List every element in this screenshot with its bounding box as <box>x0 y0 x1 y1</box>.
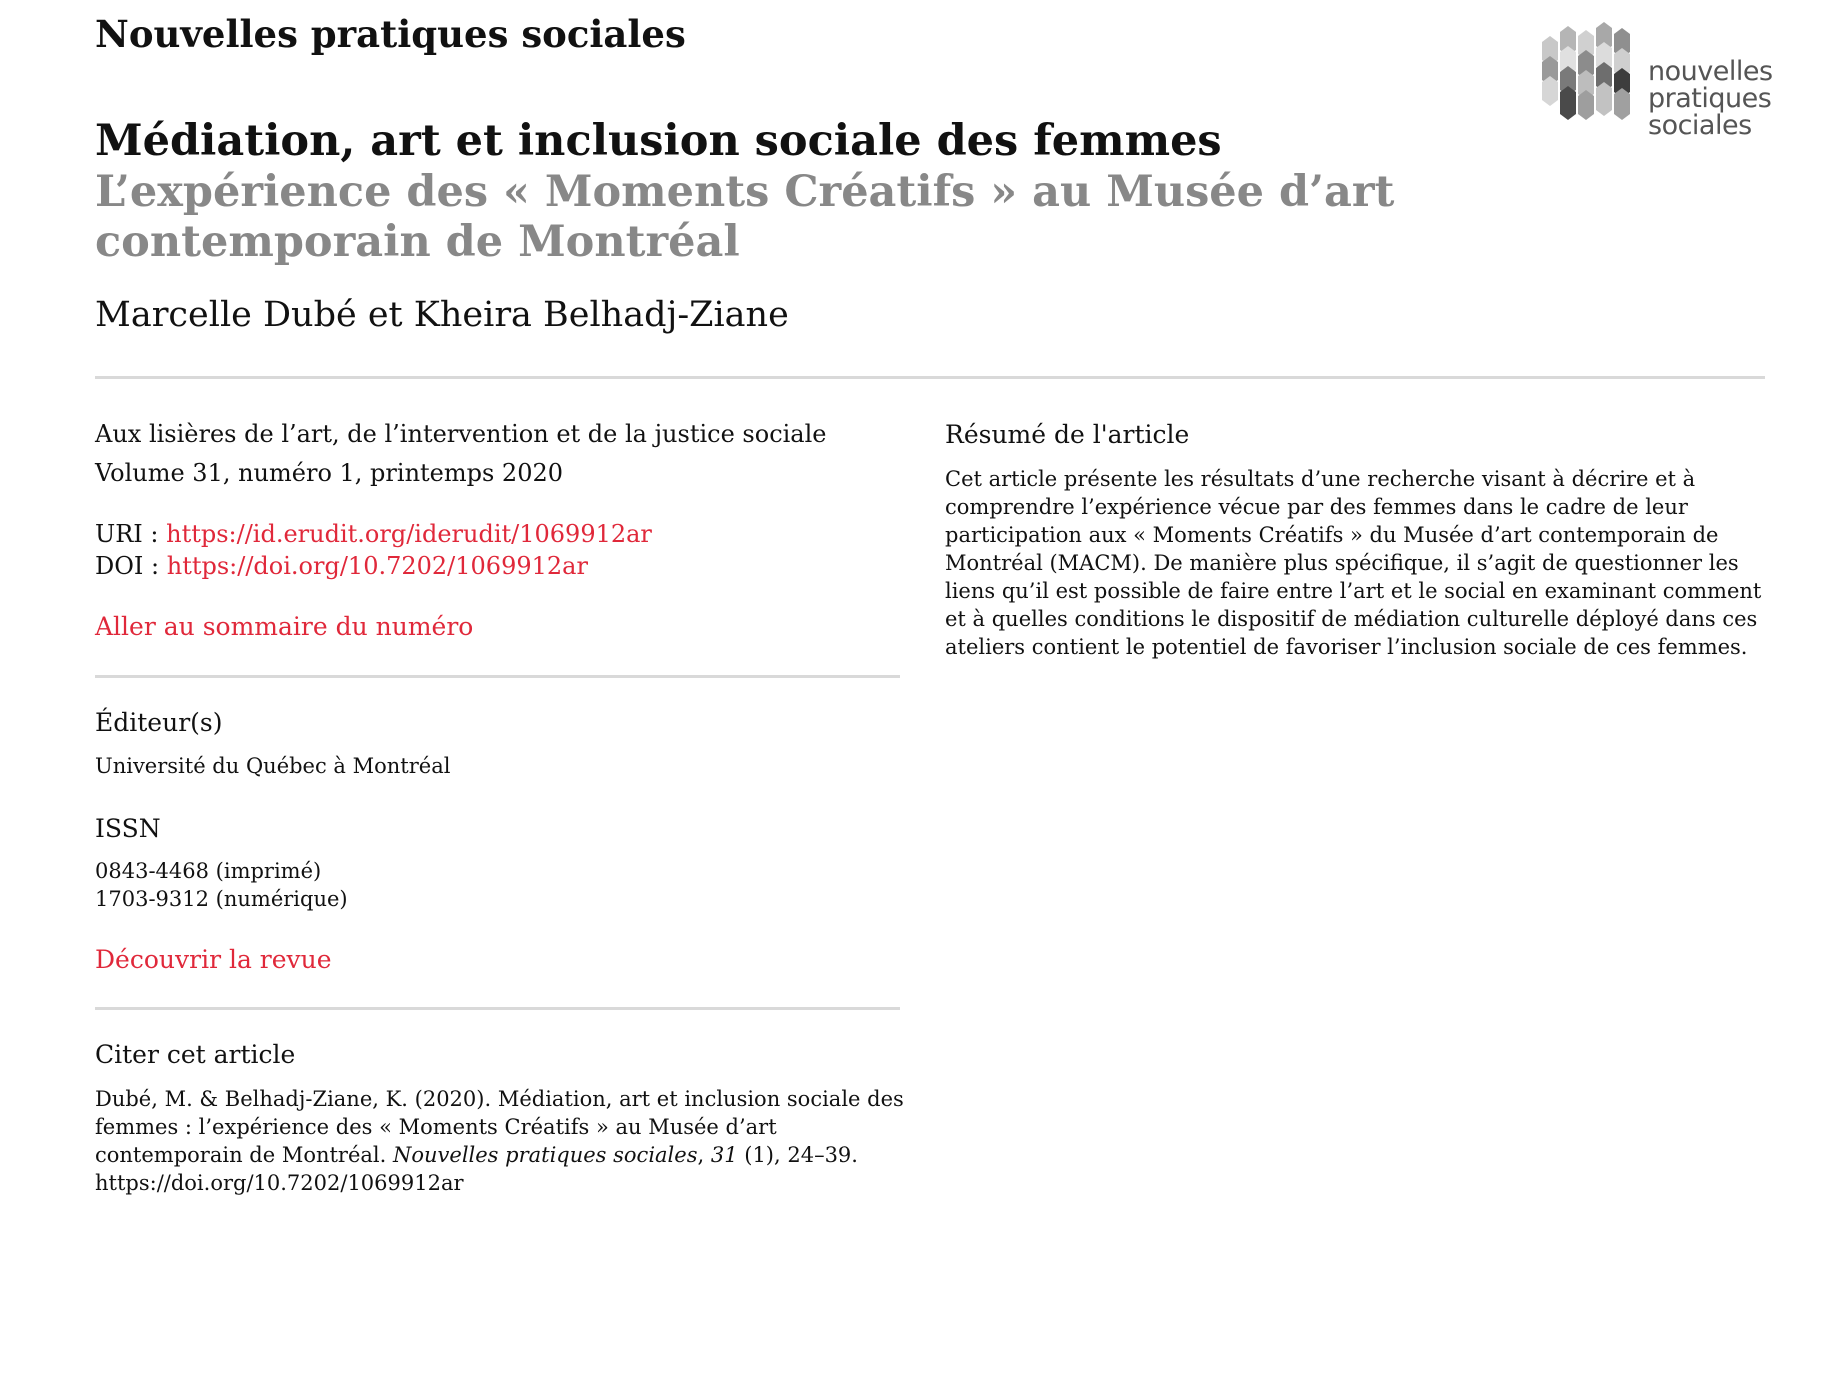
article-authors: Marcelle Dubé et Kheira Belhadj-Ziane <box>95 295 789 335</box>
uri-label: URI : <box>95 520 167 548</box>
citation-part: (1), 24–39. <box>737 1143 858 1167</box>
divider <box>95 376 1765 379</box>
divider <box>95 1007 900 1010</box>
issn-online: 1703-9312 (numérique) <box>95 887 348 911</box>
citation-doi: https://doi.org/10.7202/1069912ar <box>95 1171 464 1195</box>
doi-row <box>95 552 588 580</box>
issue-volume: Volume 31, numéro 1, printemps 2020 <box>95 459 564 487</box>
uri-row <box>95 520 652 548</box>
citation-text <box>95 1085 905 1197</box>
abstract-heading: Résumé de l'article <box>945 420 1190 449</box>
logo-line: sociales <box>1648 110 1752 141</box>
logo-line: nouvelles <box>1648 56 1773 87</box>
doi-link[interactable]: https://doi.org/10.7202/1069912ar <box>166 552 588 580</box>
logo-text <box>1648 58 1773 139</box>
issue-theme: Aux lisières de l’art, de l’intervention et de la justice sociale <box>95 420 827 448</box>
publisher-heading: Éditeur(s) <box>95 708 223 737</box>
discover-journal-link[interactable]: Découvrir la revue <box>95 945 332 974</box>
issn-print: 0843-4468 (imprimé) <box>95 859 322 883</box>
article-cover-page <box>95 0 1775 1382</box>
article-subtitle: L’expérience des « Moments Créatifs » au Musée d’art contemporain de Montréal <box>95 167 1395 267</box>
doi-label: DOI : <box>95 552 167 580</box>
article-title: Médiation, art et inclusion sociale des femmes <box>95 116 1222 166</box>
journal-logo[interactable] <box>1540 16 1780 146</box>
citation-part: Dubé, M. & Belhadj-Ziane, K. (2020). Médiation, art et inclusion sociale des femmes : l’expérience des « Moments Créatifs » au Musée d’art contemporain de Montréal. <box>95 1087 904 1167</box>
publisher-name: Université du Québec à Montréal <box>95 754 451 778</box>
issue-toc-link[interactable]: Aller au sommaire du numéro <box>95 612 474 641</box>
divider <box>95 675 900 678</box>
abstract-text: Cet article présente les résultats d’une recherche visant à décrire et à comprendre l’expérience vécue par des femmes dans le cadre de leur participation aux « Moments Créatifs » du Musée d’art contemporain de Montréal (MACM). De manière plus spécifique, il s’agit de questionner les liens qu’il est possible de faire entre l’art et le social en examinant comment et à quelles conditions le dispositif de médiation culturelle déployé dans ces ateliers contient le potentiel de favoriser l’inclusion sociale de ces femmes. <box>945 467 1762 659</box>
uri-link[interactable]: https://id.erudit.org/iderudit/1069912ar <box>166 520 652 548</box>
citation-sep: , <box>697 1143 711 1167</box>
citation-heading: Citer cet article <box>95 1040 296 1069</box>
issn-heading: ISSN <box>95 814 161 843</box>
journal-name: Nouvelles pratiques sociales <box>95 12 686 56</box>
citation-volume: 31 <box>710 1143 738 1167</box>
stacked-hexagon-columns-icon <box>1540 22 1640 132</box>
logo-line: pratiques <box>1648 83 1772 114</box>
citation-journal: Nouvelles pratiques sociales <box>392 1143 698 1167</box>
